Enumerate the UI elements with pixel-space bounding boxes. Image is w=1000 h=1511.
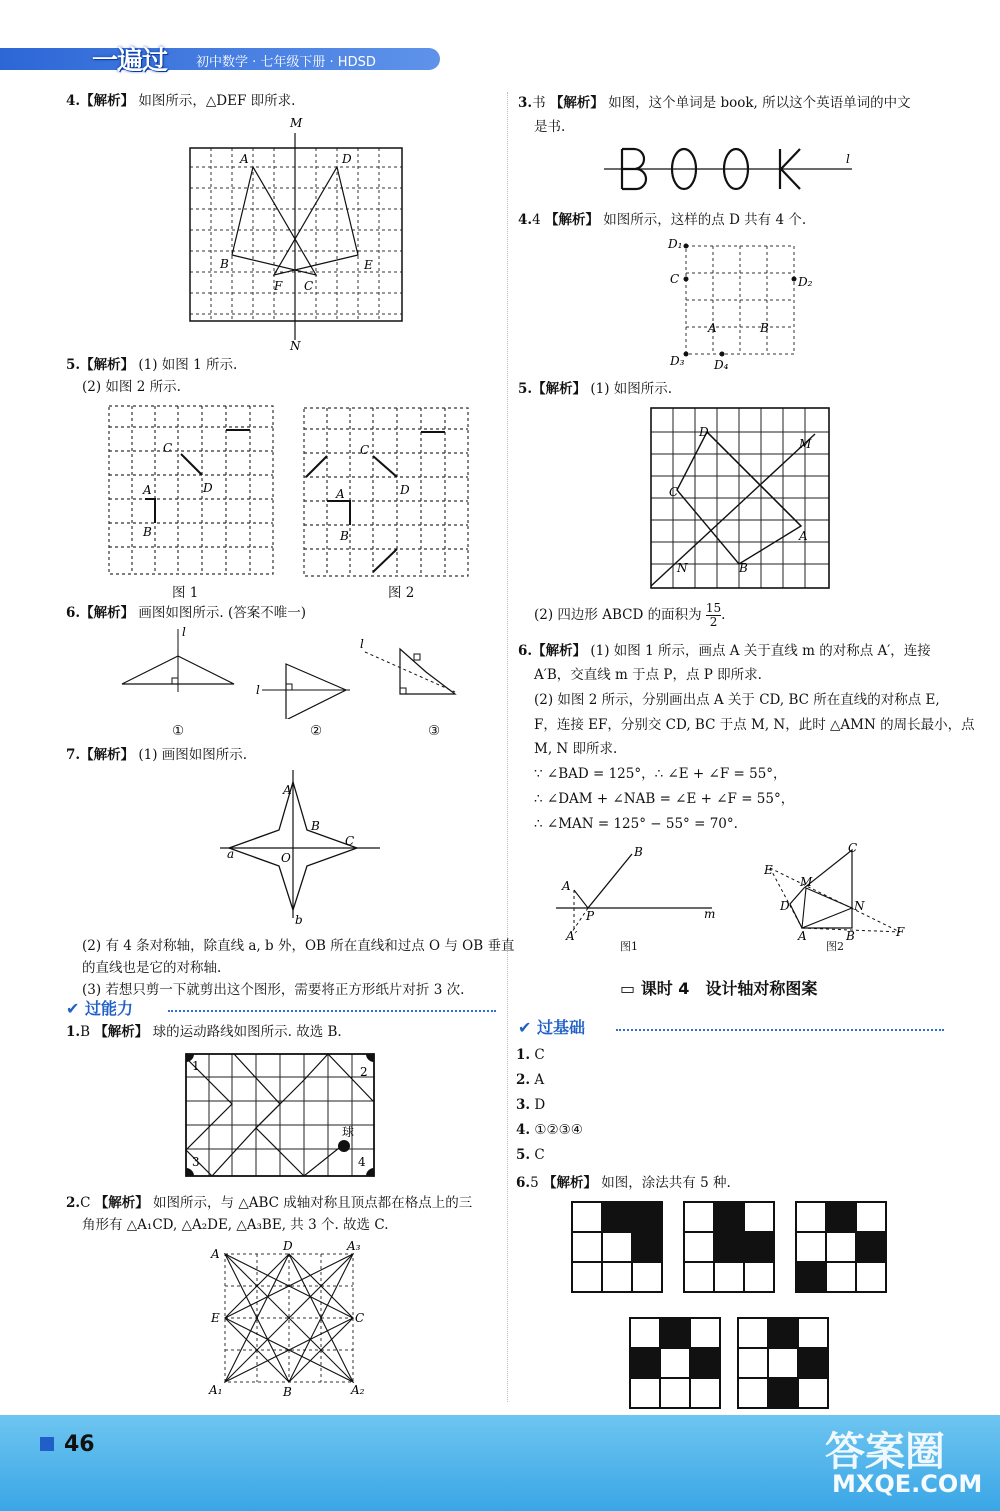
circle-label-2: ②	[310, 723, 323, 739]
answer: B	[80, 1024, 91, 1040]
section-rule	[616, 1029, 944, 1031]
label-l: l	[360, 637, 364, 651]
figure-star	[215, 768, 395, 928]
label-c: C	[355, 1311, 365, 1325]
right-q6-line8: ∴ ∠MAN = 125° − 55° = 70°.	[534, 816, 738, 832]
label-a: A	[283, 783, 292, 797]
right-q4	[518, 209, 806, 231]
left-s2-line2: 角形有 △A₁CD, △A₂DE, △A₃BE, 共 3 个. 故选 C.	[82, 1217, 389, 1233]
pattern-2	[684, 1202, 774, 1292]
right-q6-line2: A′B，交直线 m 于点 P，点 P 即所求.	[534, 667, 762, 683]
answer: D	[534, 1097, 546, 1113]
figure-billiard	[182, 1050, 378, 1180]
figure-1-caption: 图 1	[172, 585, 199, 601]
label-a: A	[798, 929, 807, 943]
figure-1-caption: 图1	[620, 940, 638, 953]
label-b: B	[846, 929, 855, 943]
label-m: M	[799, 437, 812, 451]
check-icon: ✔	[66, 999, 85, 1018]
label-c: C	[670, 272, 680, 286]
q-text: 如图，这个单词是 book, 所以这个英语单词的中文	[608, 95, 911, 111]
area-denominator: 2	[709, 615, 718, 629]
section-rule	[168, 1010, 496, 1012]
label-b: B	[739, 561, 748, 575]
label-c: C	[163, 441, 173, 455]
pattern-1	[572, 1202, 662, 1292]
label-l: l	[846, 152, 850, 166]
label-m: m	[704, 907, 716, 921]
label-c: C	[345, 834, 355, 848]
left-q4	[66, 90, 295, 112]
answer-3	[516, 1094, 545, 1116]
header-band	[0, 42, 440, 76]
q-number: 5.	[518, 381, 533, 397]
section-basic	[518, 1017, 585, 1039]
label-n: N	[290, 339, 301, 353]
label-m: M	[800, 875, 813, 889]
answer-5	[516, 1144, 545, 1166]
label-n: N	[677, 561, 688, 575]
figure-shortest-path-1	[550, 840, 730, 960]
right-q6-line7: ∴ ∠DAM + ∠NAB = ∠E + ∠F = 55°，	[534, 791, 795, 807]
right-q5	[518, 378, 672, 400]
corner-4: 4	[358, 1155, 366, 1169]
figure-def-triangle	[180, 115, 420, 355]
lesson-title	[620, 978, 817, 1000]
lesson-text: 课时 4 设计轴对称图案	[640, 979, 818, 998]
answer-6	[516, 1172, 731, 1194]
figure-2-caption: 图2	[826, 940, 844, 953]
q-text: 如图所示，与 △ABC 成轴对称且顶点都在格点上的三	[153, 1195, 473, 1211]
ball-label: 球	[342, 1125, 355, 1139]
answer: 5	[530, 1175, 539, 1191]
analysis-tag: 【解析】	[532, 643, 587, 659]
q-text: 画图如图所示. (答案不唯一)	[138, 605, 307, 621]
q-number: 1.	[516, 1047, 531, 1063]
q-number: 2.	[66, 1195, 81, 1211]
figure-shortest-path-2	[760, 840, 910, 950]
label-e: E	[364, 258, 373, 272]
figure-2-caption: 图 2	[388, 585, 415, 601]
right-q6-line6: ∵ ∠BAD = 125°，∴ ∠E + ∠F = 55°，	[534, 766, 787, 782]
check-icon: ✔	[518, 1018, 537, 1037]
right-q6-line3: (2) 如图 2 所示，分别画出点 A 关于 CD, BC 所在直线的对称点 E,	[534, 692, 940, 708]
label-a: A	[211, 1247, 220, 1261]
right-q5-line2	[534, 602, 725, 629]
answer: 4	[532, 212, 541, 228]
corner-3: 3	[192, 1155, 200, 1169]
section-ability	[66, 998, 133, 1020]
label-n: N	[854, 899, 865, 913]
label-f: F	[896, 925, 905, 939]
label-c: C	[848, 841, 858, 855]
label-b: B	[311, 819, 320, 833]
label-d: D	[400, 483, 410, 497]
left-q7-line2: (2) 有 4 条对称轴，除直线 a, b 外，OB 所在直线和过点 O 与 OB 垂直	[82, 938, 515, 954]
page-marker	[40, 1437, 54, 1451]
left-q5-line2: (2) 如图 2 所示.	[82, 379, 181, 395]
answer: ①②③④	[534, 1122, 583, 1138]
corner-1: 1	[192, 1059, 200, 1073]
q-number: 5.	[66, 357, 81, 373]
q-number: 6.	[518, 643, 533, 659]
area-fraction	[706, 602, 721, 629]
q-number: 3.	[518, 95, 533, 111]
answer-4	[516, 1119, 583, 1141]
q-text: 球的运动路线如图所示. 故选 B.	[152, 1024, 342, 1040]
figure-2-grid	[300, 402, 472, 578]
q-text: (1) 如图 1 所示，画点 A 关于直线 m 的对称点 A′，连接	[590, 643, 931, 659]
pattern-4	[630, 1318, 720, 1408]
analysis-tag: 【解析】	[80, 93, 135, 109]
q-number: 4.	[516, 1122, 531, 1138]
corner-2: 2	[360, 1065, 368, 1079]
label-d3: D₃	[670, 354, 685, 368]
book-subtitle: 初中数学 · 七年级下册 · HDSD	[196, 55, 376, 70]
figure-book-word	[600, 143, 860, 199]
section-title: 过能力	[84, 999, 133, 1018]
label-d: D	[203, 481, 213, 495]
answer: A	[534, 1072, 545, 1088]
analysis-tag: 【解析】	[544, 212, 599, 228]
q-text: 如图所示，△DEF 即所求.	[138, 93, 296, 109]
analysis-tag: 【解析】	[542, 1175, 597, 1191]
analysis-tag: 【解析】	[94, 1195, 149, 1211]
analysis-tag: 【解析】	[532, 381, 587, 397]
label-d: D	[342, 152, 352, 166]
label-b: B	[143, 525, 152, 539]
q-number: 6.	[66, 605, 81, 621]
q-text: (1) 画图如图所示.	[138, 747, 248, 763]
answer: 书	[532, 95, 546, 111]
q-number: 1.	[66, 1024, 81, 1040]
analysis-tag: 【解析】	[80, 357, 135, 373]
label-a-prime: A′	[566, 929, 578, 943]
q-text: 如图所示，这样的点 D 共有 4 个.	[603, 212, 807, 228]
label-o: O	[281, 851, 291, 865]
area-numerator: 15	[705, 601, 722, 615]
answer-1	[516, 1044, 545, 1066]
label-d: D	[780, 899, 790, 913]
column-divider	[507, 92, 508, 1402]
label-a-axis: a	[227, 847, 235, 861]
analysis-tag: 【解析】	[549, 95, 604, 111]
analysis-tag: 【解析】	[94, 1024, 149, 1040]
q-number: 5.	[516, 1147, 531, 1163]
left-q7-line3: 的直线也是它的对称轴.	[82, 960, 222, 976]
label-l: l	[256, 683, 260, 697]
label-c: C	[304, 279, 314, 293]
answer: C	[534, 1147, 545, 1163]
label-b: B	[340, 529, 349, 543]
label-a: A	[562, 879, 571, 893]
book-icon: ▭	[620, 979, 641, 998]
q-number: 7.	[66, 747, 81, 763]
label-a: A	[708, 321, 717, 335]
brand-logo: 一遍过	[92, 46, 168, 76]
left-q5	[66, 354, 237, 376]
area-text: (2) 四边形 ABCD 的面积为	[534, 607, 702, 623]
figure-1-grid	[105, 402, 275, 578]
q-text: (1) 如图所示.	[590, 381, 673, 397]
left-q6	[66, 602, 306, 624]
label-c: C	[360, 443, 370, 457]
right-q6-line4: F，连接 EF，分别交 CD, BC 于点 M, N，此时 △AMN 的周长最小，点	[534, 717, 975, 733]
label-e: E	[764, 863, 773, 877]
label-a2: A₂	[351, 1383, 365, 1397]
label-a: A	[143, 483, 152, 497]
q-number: 4.	[66, 93, 81, 109]
label-p: P	[586, 909, 595, 923]
label-b: B	[283, 1385, 292, 1399]
q-text: 如图，涂法共有 5 种.	[601, 1175, 731, 1191]
label-l: l	[182, 625, 186, 639]
left-s1	[66, 1021, 342, 1043]
label-d: D	[283, 1239, 293, 1253]
pattern-5	[738, 1318, 828, 1408]
watermark-url: MXQE.COM	[832, 1470, 983, 1498]
label-d2: D₂	[798, 275, 813, 289]
q-number: 3.	[516, 1097, 531, 1113]
answer: C	[80, 1195, 91, 1211]
figure-point-d	[662, 234, 822, 374]
right-q3-line2: 是书.	[534, 119, 566, 135]
label-b: B	[220, 257, 229, 271]
label-b: B	[760, 321, 769, 335]
section-title: 过基础	[536, 1018, 585, 1037]
left-q7-line4: (3) 若想只剪一下就剪出这个图形，需要将正方形纸片对折 3 次.	[82, 982, 465, 998]
label-a: A	[240, 152, 249, 166]
q-number: 2.	[516, 1072, 531, 1088]
label-b-axis: b	[295, 913, 303, 927]
analysis-tag: 【解析】	[80, 605, 135, 621]
q-number: 4.	[518, 212, 533, 228]
label-d4: D₄	[714, 358, 729, 372]
answer: C	[534, 1047, 545, 1063]
circle-label-1: ①	[172, 723, 185, 739]
q-number: 6.	[516, 1175, 531, 1191]
right-q6	[518, 640, 931, 662]
page-number: 46	[64, 1432, 95, 1457]
answer-2	[516, 1069, 544, 1091]
label-a1: A₁	[209, 1383, 223, 1397]
q-text: (1) 如图 1 所示.	[138, 357, 238, 373]
label-a: A	[799, 529, 808, 543]
label-b: B	[634, 845, 643, 859]
figure-triangles-grid	[205, 1238, 375, 1400]
watermark-logo: 答案圈	[825, 1429, 945, 1475]
label-d: D	[699, 425, 709, 439]
label-f: F	[274, 279, 283, 293]
label-d1: D₁	[668, 237, 683, 251]
analysis-tag: 【解析】	[80, 747, 135, 763]
figure-coloring-patterns	[570, 1200, 900, 1410]
label-e: E	[211, 1311, 220, 1325]
figure-quadrilateral	[645, 402, 835, 594]
pattern-3	[796, 1202, 886, 1292]
right-q6-line5: M, N 即所求.	[534, 741, 618, 757]
left-q7	[66, 744, 247, 766]
label-m: M	[290, 116, 303, 130]
right-q3	[518, 92, 911, 114]
figure-symmetric-triangles	[110, 624, 480, 719]
label-c: C	[669, 485, 679, 499]
period: .	[721, 607, 726, 623]
circle-label-3: ③	[428, 723, 441, 739]
left-s2	[66, 1192, 472, 1214]
label-a: A	[336, 487, 345, 501]
label-a3: A₃	[347, 1239, 361, 1253]
